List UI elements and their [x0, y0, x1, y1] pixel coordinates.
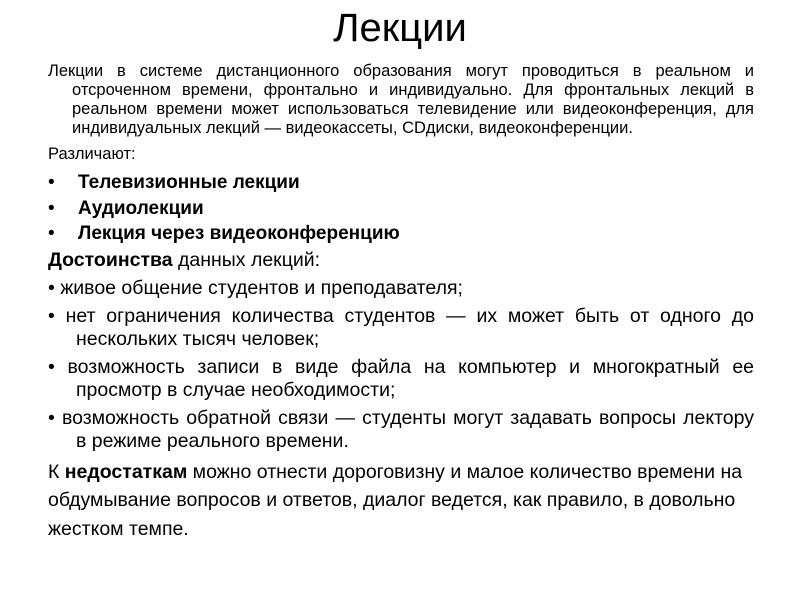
advantage-text: нет ограничения количества студентов — их может быть от одного до нескольких тысяч человек; [65, 304, 754, 350]
disadvantages-prefix: К [48, 460, 65, 483]
bullet-marker: • [48, 223, 55, 244]
advantage-text: живое общение студентов и преподавателя; [60, 276, 463, 299]
advantage-item [48, 305, 754, 351]
advantages-heading-bold: Достоинства [48, 248, 173, 271]
list-item [48, 196, 754, 222]
intro-paragraph: Лекции в системе дистанционного образования могут проводиться в реальном и отсроченном времени, фронтально и индивидуально. Для фронтальных лекций в реальном времени может использоваться телевидение или видеоконференция, для индивидуальных лекций — видеокассеты, CDдиски, видеоконференции. [48, 62, 754, 137]
bullet-marker: • [48, 172, 55, 193]
advantages-heading [48, 249, 754, 272]
advantage-item [48, 356, 754, 402]
bullet-marker: • [48, 197, 55, 219]
advantages-heading-rest: данных лекций: [172, 248, 321, 271]
bullet-marker: • [48, 304, 55, 327]
list-item [48, 170, 754, 196]
advantage-item [48, 277, 754, 300]
lecture-types-list [48, 170, 754, 247]
bullet-marker: • [48, 406, 55, 429]
advantage-text: возможность записи в виде файла на компьютер и многократный ее просмотр в случае необходимости; [67, 355, 755, 401]
advantage-item [48, 407, 754, 453]
disadvantages-paragraph [48, 458, 754, 544]
list-item [48, 221, 754, 247]
disadvantages-bold: недостаткам [64, 460, 188, 483]
bullet-marker: • [48, 355, 55, 378]
advantage-text: возможность обратной связи — студенты могут задавать вопросы лектору в режиме реального времени. [61, 406, 755, 452]
lecture-type-label: Аудиолекции [78, 197, 204, 219]
slide-title: Лекции [333, 6, 467, 50]
bullet-marker: • [48, 276, 55, 299]
lecture-type-label: Лекция через видеоконференцию [78, 223, 400, 244]
slide-body [48, 62, 754, 543]
lecture-type-label: Телевизионные лекции [78, 172, 300, 193]
disadvantages-text: можно отнести дороговизну и малое количество времени на обдумывание вопросов и ответов, диалог ведется, как правило, в довольно жестком темпе. [48, 460, 743, 540]
distinguish-label: Различают: [48, 145, 136, 163]
